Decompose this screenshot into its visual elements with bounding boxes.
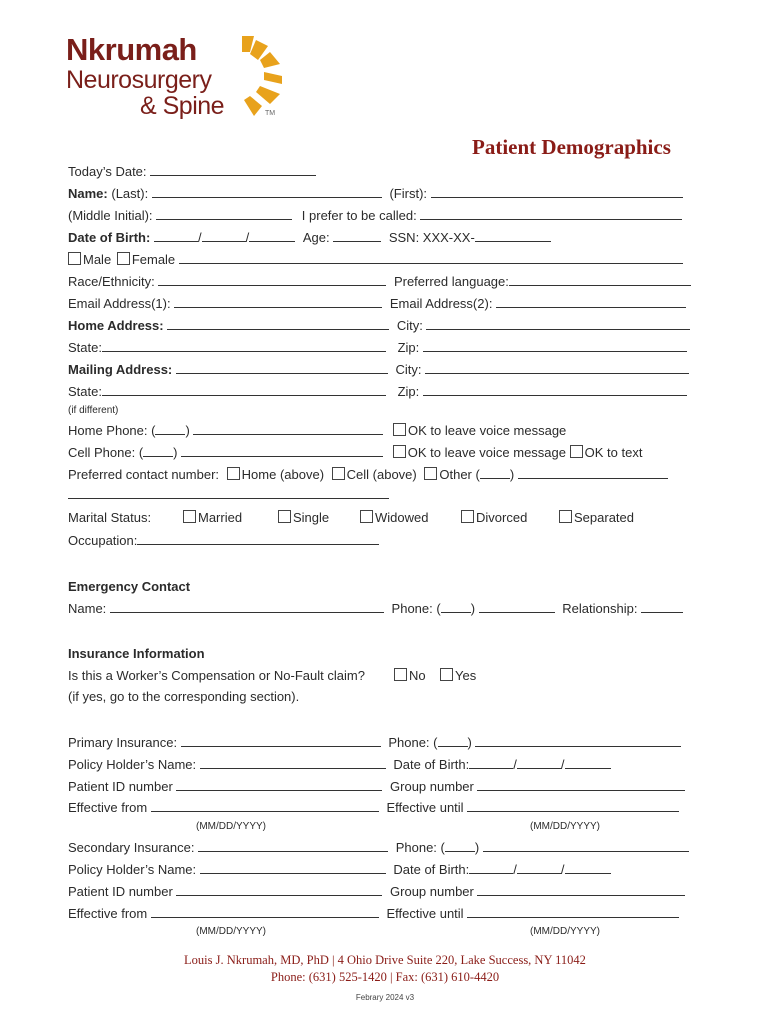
home-city-field[interactable] — [426, 317, 690, 330]
sunburst-logo-icon — [240, 36, 284, 118]
home-ok-voice-label: OK to leave voice message — [408, 423, 567, 438]
dob-row: Date of Birth: / / Age: SSN: XXX-XX- — [68, 229, 551, 246]
last-name-field[interactable] — [152, 185, 382, 198]
primary-insurance-row — [68, 734, 681, 751]
marital-status-label: Marital Status: — [68, 510, 152, 525]
page-title: Patient Demographics — [472, 135, 671, 159]
cell-ok-voice-label: OK to leave voice message — [407, 445, 566, 460]
cell-phone-label: Cell Phone: ( — [68, 445, 144, 460]
pref-cell-label: Cell (above) — [346, 467, 417, 482]
primary-effective-from-field[interactable] — [151, 799, 379, 812]
secondary-policy-holder-row: Policy Holder’s Name: Date of Birth: / / — [68, 861, 611, 878]
middle-initial-label: (Middle Initial): — [68, 208, 153, 223]
occupation-field[interactable] — [137, 532, 379, 545]
pref-other-checkbox[interactable] — [424, 467, 437, 480]
mailing-city-field[interactable] — [425, 361, 689, 374]
pref-contact-continuation-line[interactable] — [68, 498, 389, 499]
female-checkbox[interactable] — [117, 252, 130, 265]
widowed-option[interactable] — [360, 510, 428, 526]
pref-cell-checkbox[interactable] — [332, 467, 345, 480]
primary-phone-field[interactable] — [475, 734, 681, 747]
primary-holder-dob-label: Date of Birth: — [393, 757, 470, 772]
ssn-field[interactable] — [475, 229, 551, 242]
single-label: Single — [293, 510, 330, 525]
ec-relationship-field[interactable] — [641, 600, 683, 613]
secondary-phone-paren: ) — [474, 840, 480, 855]
primary-phone-paren: ) — [467, 735, 472, 750]
secondary-insurance-label: Secondary Insurance: — [68, 840, 195, 855]
middle-initial-field[interactable] — [156, 207, 292, 220]
cell-phone-row — [68, 444, 642, 461]
wc-yes-option[interactable] — [440, 668, 476, 684]
home-phone-area-field[interactable] — [155, 422, 185, 435]
todays-date-field[interactable] — [150, 163, 316, 176]
logo-text-nkrumah: Nkrumah — [66, 32, 197, 67]
secondary-policy-holder-label: Policy Holder’s Name: — [68, 862, 197, 877]
secondary-holder-dob-year[interactable] — [565, 861, 611, 874]
wc-yes-checkbox[interactable] — [440, 668, 453, 681]
home-city-label: City: — [396, 318, 423, 333]
middle-initial-row — [68, 207, 682, 224]
secondary-patient-id-field[interactable] — [176, 883, 382, 896]
email1-field[interactable] — [174, 295, 382, 308]
primary-group-number-field[interactable] — [477, 778, 685, 791]
insurance-heading: Insurance Information — [68, 646, 205, 661]
separated-option[interactable] — [559, 510, 634, 526]
first-name-field[interactable] — [431, 185, 683, 198]
secondary-patient-id-row — [68, 883, 685, 900]
email2-label: Email Address(2): — [389, 296, 493, 311]
cell-phone-paren: ) — [173, 445, 178, 460]
primary-patient-id-row — [68, 778, 685, 795]
primary-policy-holder-field[interactable] — [200, 756, 386, 769]
ec-phone-paren: ) — [470, 601, 476, 616]
wc-no-checkbox[interactable] — [394, 668, 407, 681]
secondary-group-number-label: Group number — [390, 884, 474, 899]
primary-insurance-field[interactable] — [181, 734, 381, 747]
pref-home-checkbox[interactable] — [227, 467, 240, 480]
single-option[interactable] — [278, 510, 329, 526]
secondary-phone-area-field[interactable] — [445, 839, 475, 852]
trademark-mark: TM — [265, 110, 276, 117]
ec-relationship-label: Relationship: — [562, 601, 638, 616]
secondary-policy-holder-field[interactable] — [200, 861, 386, 874]
secondary-effective-from-label: Effective from — [68, 906, 148, 921]
secondary-insurance-row — [68, 839, 689, 856]
widowed-checkbox[interactable] — [360, 510, 373, 523]
logo — [66, 34, 286, 126]
pref-other-area-field[interactable] — [480, 466, 510, 479]
secondary-effective-until-label: Effective until — [386, 906, 464, 921]
primary-holder-dob-day[interactable] — [517, 756, 561, 769]
married-checkbox[interactable] — [183, 510, 196, 523]
male-label: Male — [83, 252, 112, 267]
wc-no-option[interactable] — [394, 668, 426, 684]
wc-question-label: Is this a Worker’s Compensation or No-Fault claim? — [68, 668, 365, 683]
secondary-holder-dob-month[interactable] — [469, 861, 513, 874]
dob-day-field[interactable] — [202, 229, 246, 242]
sex-other-field[interactable] — [179, 251, 683, 264]
home-phone-label: Home Phone: ( — [68, 423, 156, 438]
pref-other-paren: ) — [509, 467, 515, 482]
divorced-option[interactable] — [461, 510, 527, 526]
primary-effective-until-label: Effective until — [386, 800, 464, 815]
secondary-phone-label: Phone: ( — [395, 840, 445, 855]
email2-field[interactable] — [496, 295, 686, 308]
secondary-from-format-hint: (MM/DD/YYYY) — [196, 926, 266, 937]
primary-patient-id-label: Patient ID number — [68, 779, 173, 794]
primary-insurance-label: Primary Insurance: — [68, 735, 178, 750]
ec-name-label: Name: — [68, 601, 107, 616]
primary-holder-dob-year[interactable] — [565, 756, 611, 769]
separated-checkbox[interactable] — [559, 510, 572, 523]
first-name-label: (First): — [389, 186, 428, 201]
home-zip-label: Zip: — [397, 340, 420, 355]
wc-no-label: No — [409, 668, 426, 683]
married-option[interactable] — [183, 510, 242, 526]
divorced-label: Divorced — [476, 510, 528, 525]
home-address-label: Home Address: — [68, 318, 164, 333]
dob-month-field[interactable] — [154, 229, 198, 242]
cell-ok-voice-checkbox[interactable] — [393, 445, 406, 458]
todays-date-label: Today’s Date: — [68, 164, 147, 179]
primary-effective-until-field[interactable] — [467, 799, 679, 812]
pref-contact-label: Preferred contact number: — [68, 467, 220, 482]
primary-phone-area-field[interactable] — [438, 734, 468, 747]
email1-label: Email Address(1): — [68, 296, 171, 311]
dob-label: Date of Birth: — [68, 230, 151, 245]
wc-question-row — [68, 668, 365, 684]
female-label: Female — [131, 252, 176, 267]
footer-address: Louis J. Nkrumah, MD, PhD | 4 Ohio Drive Suite 220, Lake Success, NY 11042 — [184, 953, 586, 967]
primary-policy-holder-row: Policy Holder’s Name: Date of Birth: / / — [68, 756, 611, 773]
cell-phone-field[interactable] — [181, 444, 383, 457]
separated-label: Separated — [574, 510, 634, 525]
footer-contact: Phone: (631) 525-1420 | Fax: (631) 610-4420 — [270, 970, 500, 984]
sex-row — [68, 251, 683, 268]
divorced-checkbox[interactable] — [461, 510, 474, 523]
ec-phone-field[interactable] — [479, 600, 555, 613]
widowed-label: Widowed — [375, 510, 429, 525]
if-different-note: (if different) — [68, 405, 119, 416]
home-state-field[interactable] — [102, 339, 386, 352]
age-label: Age: — [302, 230, 330, 245]
name-row — [68, 185, 683, 202]
logo-text-neurosurgery: Neurosurgery — [66, 66, 212, 94]
home-address-field[interactable] — [167, 317, 389, 330]
mailing-zip-field[interactable] — [423, 383, 687, 396]
email-row — [68, 295, 686, 312]
mailing-state-label: State: — [68, 384, 102, 399]
pref-contact-row — [68, 466, 668, 483]
secondary-effective-row — [68, 905, 679, 922]
primary-effective-from-label: Effective from — [68, 800, 148, 815]
primary-group-number-label: Group number — [390, 779, 474, 794]
pref-other-field[interactable] — [518, 466, 668, 479]
home-state-row — [68, 339, 687, 356]
secondary-group-number-field[interactable] — [477, 883, 685, 896]
primary-policy-holder-label: Policy Holder’s Name: — [68, 757, 197, 772]
pref-other-label: Other ( — [439, 467, 480, 482]
ec-name-field[interactable] — [110, 600, 384, 613]
primary-until-format-hint: (MM/DD/YYYY) — [530, 821, 600, 832]
ec-phone-label: Phone: ( — [391, 601, 441, 616]
primary-effective-row — [68, 799, 679, 816]
cell-ok-text-checkbox[interactable] — [570, 445, 583, 458]
secondary-effective-until-field[interactable] — [467, 905, 679, 918]
todays-date-row — [68, 163, 316, 180]
secondary-holder-dob-day[interactable] — [517, 861, 561, 874]
last-name-label: (Last): — [111, 186, 149, 201]
wc-yes-label: Yes — [455, 668, 477, 683]
emergency-contact-row — [68, 600, 683, 617]
preferred-name-label: I prefer to be called: — [301, 208, 417, 223]
name-label: Name: — [68, 186, 108, 201]
marital-status-row — [68, 510, 151, 526]
secondary-until-format-hint: (MM/DD/YYYY) — [530, 926, 600, 937]
primary-phone-label: Phone: ( — [388, 735, 438, 750]
mailing-address-row — [68, 361, 689, 378]
secondary-patient-id-label: Patient ID number — [68, 884, 173, 899]
primary-from-format-hint: (MM/DD/YYYY) — [196, 821, 266, 832]
footer-version: Febrary 2024 v3 — [355, 993, 415, 1002]
race-row — [68, 273, 691, 290]
mailing-zip-label: Zip: — [397, 384, 420, 399]
preferred-name-field[interactable] — [420, 207, 682, 220]
wc-note: (if yes, go to the corresponding section). — [68, 689, 300, 704]
secondary-insurance-field[interactable] — [198, 839, 388, 852]
mailing-address-field[interactable] — [176, 361, 388, 374]
age-field[interactable] — [333, 229, 381, 242]
ec-phone-area-field[interactable] — [441, 600, 471, 613]
single-checkbox[interactable] — [278, 510, 291, 523]
occupation-row — [68, 532, 379, 549]
home-phone-field[interactable] — [193, 422, 383, 435]
home-phone-row — [68, 422, 566, 439]
married-label: Married — [198, 510, 243, 525]
mailing-state-row — [68, 383, 687, 400]
occupation-label: Occupation: — [68, 533, 138, 548]
secondary-effective-from-field[interactable] — [151, 905, 379, 918]
pref-language-field[interactable] — [509, 273, 691, 286]
home-phone-paren: ) — [185, 423, 190, 438]
secondary-phone-field[interactable] — [483, 839, 689, 852]
cell-phone-area-field[interactable] — [143, 444, 173, 457]
mailing-state-field[interactable] — [102, 383, 386, 396]
primary-holder-dob-month[interactable] — [469, 756, 513, 769]
mailing-city-label: City: — [395, 362, 422, 377]
pref-language-label: Preferred language: — [393, 274, 509, 289]
pref-home-label: Home (above) — [241, 467, 325, 482]
race-label: Race/Ethnicity: — [68, 274, 155, 289]
home-zip-field[interactable] — [423, 339, 687, 352]
mailing-address-label: Mailing Address: — [68, 362, 173, 377]
cell-ok-text-label: OK to text — [584, 445, 643, 460]
dob-year-field[interactable] — [249, 229, 295, 242]
home-state-label: State: — [68, 340, 102, 355]
logo-text-spine: & Spine — [140, 92, 225, 120]
primary-patient-id-field[interactable] — [176, 778, 382, 791]
emergency-contact-heading: Emergency Contact — [68, 579, 191, 594]
home-address-row — [68, 317, 690, 334]
race-field[interactable] — [158, 273, 386, 286]
secondary-holder-dob-label: Date of Birth: — [393, 862, 470, 877]
ssn-label: SSN: XXX-XX- — [388, 230, 475, 245]
male-checkbox[interactable] — [68, 252, 81, 265]
home-ok-voice-checkbox[interactable] — [393, 423, 406, 436]
